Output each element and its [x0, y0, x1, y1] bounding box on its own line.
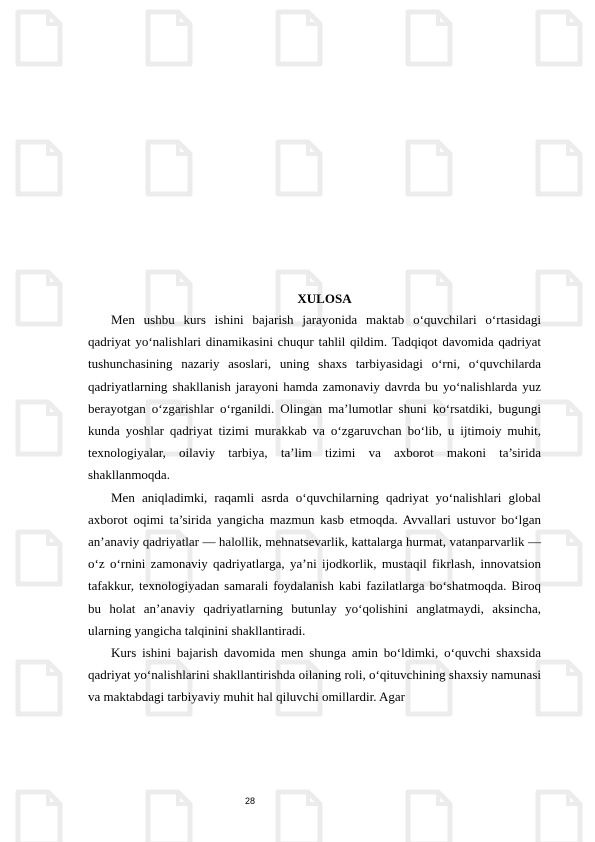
document-watermark-icon	[18, 12, 60, 64]
document-watermark-icon	[18, 272, 60, 324]
document-body	[88, 289, 541, 709]
document-watermark-icon	[538, 792, 580, 842]
page-title: XULOSA	[297, 291, 352, 306]
document-watermark-icon	[278, 12, 320, 64]
document-watermark-icon	[538, 272, 580, 324]
document-watermark-icon	[18, 662, 60, 714]
document-watermark-icon	[18, 402, 60, 454]
document-watermark-icon	[18, 532, 60, 584]
document-watermark-icon	[538, 662, 580, 714]
page-number: 28	[244, 796, 255, 806]
paragraph-1: Men ushbu kurs ishini bajarish jarayonida maktab o‘quvchilari o‘rtasidagi qadriyat yo‘nalishlari dinamikasini chuqur tahlil qildim. Tadqiqot davomida qadriyat tushunchasining nazariy asoslari, uning shaxs tarbiyasidagi o‘rni, o‘quvchilarda qadriyatlarning shakllanish jarayoni hamda zamonaviy davrda bu yo‘nalishlarda yuz berayotgan o‘zgarishlar o‘rganildi. Olingan ma’lumotlar shuni ko‘rsatdiki, bugungi kunda yoshlar qadriyat tizimi murakkab va o‘zgaruvchan bo‘lib, u ijtimoiy muhit, texnologiyalar, oilaviy tarbiya, ta’lim tizimi va axborot makoni ta’sirida shakllanmoqda.	[88, 312, 541, 483]
document-watermark-icon	[538, 532, 580, 584]
document-watermark-icon	[538, 402, 580, 454]
paragraph-2: Men aniqladimki, raqamli asrda o‘quvchilarning qadriyat yo‘nalishlari global axborot oqimi ta’sirida yangicha mazmun kasb etmoqda. Avvallari ustuvor bo‘lgan an’anaviy qadriyatlar — halollik, mehnatsevarlik, kattalarga hurmat, vatanparvarlik — o‘z o‘rnini zamonaviy qadriyatlarga, ya’ni ijodkorlik, mustaqil fikrlash, innovatsion tafakkur, texnologiyadan samarali foydalanish kabi fazilatlarga bo‘shatmoqda. Biroq bu holat an’anaviy qadriyatlarning butunlay yo‘qolishini anglatmaydi, aksincha, ularning yangicha talqinini shakllantiradi.	[88, 489, 541, 638]
document-watermark-icon	[148, 142, 190, 194]
document-watermark-icon	[278, 142, 320, 194]
document-watermark-icon	[18, 142, 60, 194]
document-watermark-icon	[408, 142, 450, 194]
document-watermark-icon	[538, 12, 580, 64]
document-watermark-icon	[408, 12, 450, 64]
document-watermark-icon	[148, 12, 190, 64]
paragraph-3: Kurs ishini bajarish davomida men shunga amin bo‘ldimki, o‘quvchi shaxsida qadriyat yo‘nalishlarini shakllantirishda oilaning roli, o‘qituvchining shaxsiy namunasi va maktabdagi tarbiyaviy muhit hal qiluvchi omillardir. Agar	[88, 645, 541, 705]
document-watermark-icon	[538, 142, 580, 194]
